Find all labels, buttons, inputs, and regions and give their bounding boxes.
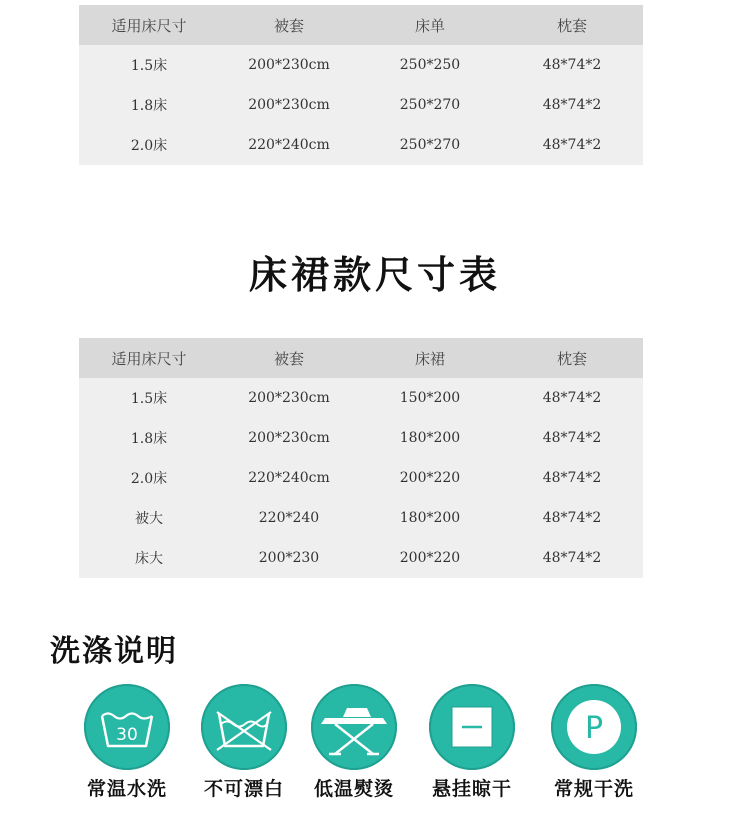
table-row	[79, 538, 643, 578]
table-row	[79, 125, 643, 165]
table-header-row	[79, 5, 643, 45]
no-bleach-icon	[201, 684, 287, 770]
table-cell: 48*74*2	[542, 550, 602, 566]
care-item-wash	[67, 684, 187, 801]
header-cell: 床裙	[414, 349, 445, 368]
table-cell: 48*74*2	[542, 470, 602, 486]
size-table-sheet	[79, 5, 643, 165]
table-cell: 2.0床	[130, 138, 168, 154]
care-label: 不可漂白	[203, 778, 284, 800]
header-cell: 枕套	[556, 349, 587, 368]
section-title: 床裙款尺寸表	[248, 253, 501, 297]
table-cell: 200*220	[399, 470, 461, 486]
table-header-row	[79, 338, 643, 378]
header-cell: 被套	[273, 349, 304, 368]
table-cell: 床大	[135, 551, 163, 567]
table-row	[79, 458, 643, 498]
header-cell: 枕套	[556, 16, 587, 35]
care-item-dry-clean	[534, 684, 654, 801]
table-cell: 220*240cm	[248, 137, 330, 153]
table-cell: 250*270	[399, 137, 461, 153]
table-cell: 48*74*2	[542, 510, 602, 526]
table-cell: 180*200	[399, 430, 461, 446]
hang-dry-icon	[429, 684, 515, 770]
table-cell: 1.8床	[130, 98, 168, 114]
table-cell: 250*250	[399, 57, 461, 73]
size-table-bedskirt	[79, 338, 643, 578]
table-cell: 150*200	[399, 390, 461, 406]
table-row	[79, 45, 643, 85]
table-cell: 200*230cm	[248, 390, 330, 406]
table-cell: 48*74*2	[542, 57, 602, 73]
table-cell: 1.5床	[130, 391, 168, 407]
header-cell: 被套	[273, 16, 304, 35]
wash-30-icon	[84, 684, 170, 770]
table-cell: 1.8床	[130, 431, 168, 447]
care-label: 悬挂晾干	[431, 778, 512, 800]
table-cell: 200*230cm	[248, 57, 330, 73]
care-label: 低温熨烫	[313, 778, 394, 800]
care-label: 常温水洗	[86, 778, 167, 800]
table-cell: 被大	[135, 511, 163, 527]
table-cell: 220*240	[258, 510, 320, 526]
care-label: 常规干洗	[553, 778, 634, 800]
table-cell: 48*74*2	[542, 97, 602, 113]
table-row	[79, 85, 643, 125]
table-cell: 1.5床	[130, 58, 168, 74]
table-row	[79, 498, 643, 538]
table-cell: 250*270	[399, 97, 461, 113]
table-cell: 48*74*2	[542, 430, 602, 446]
header-cell: 适用床尺寸	[111, 16, 187, 35]
header-cell: 床单	[414, 16, 445, 35]
header-cell: 适用床尺寸	[111, 349, 187, 368]
table-cell: 200*230cm	[248, 430, 330, 446]
table-cell: 220*240cm	[248, 470, 330, 486]
table-cell: 180*200	[399, 510, 461, 526]
dry-clean-p-icon	[551, 684, 637, 770]
care-item-hang	[412, 684, 532, 801]
table-cell: 48*74*2	[542, 137, 602, 153]
table-cell: 200*220	[399, 550, 461, 566]
wash-temp-text: 30	[116, 725, 138, 745]
table-cell: 48*74*2	[542, 390, 602, 406]
table-cell: 200*230cm	[248, 97, 330, 113]
wash-title: 洗涤说明	[50, 634, 178, 669]
low-iron-icon	[311, 684, 397, 770]
care-item-no-bleach	[184, 684, 304, 801]
table-cell: 2.0床	[130, 471, 168, 487]
table-row	[79, 378, 643, 418]
table-cell: 200*230	[258, 550, 320, 566]
care-item-iron	[294, 684, 414, 801]
dry-clean-letter: P	[584, 711, 604, 746]
table-row	[79, 418, 643, 458]
